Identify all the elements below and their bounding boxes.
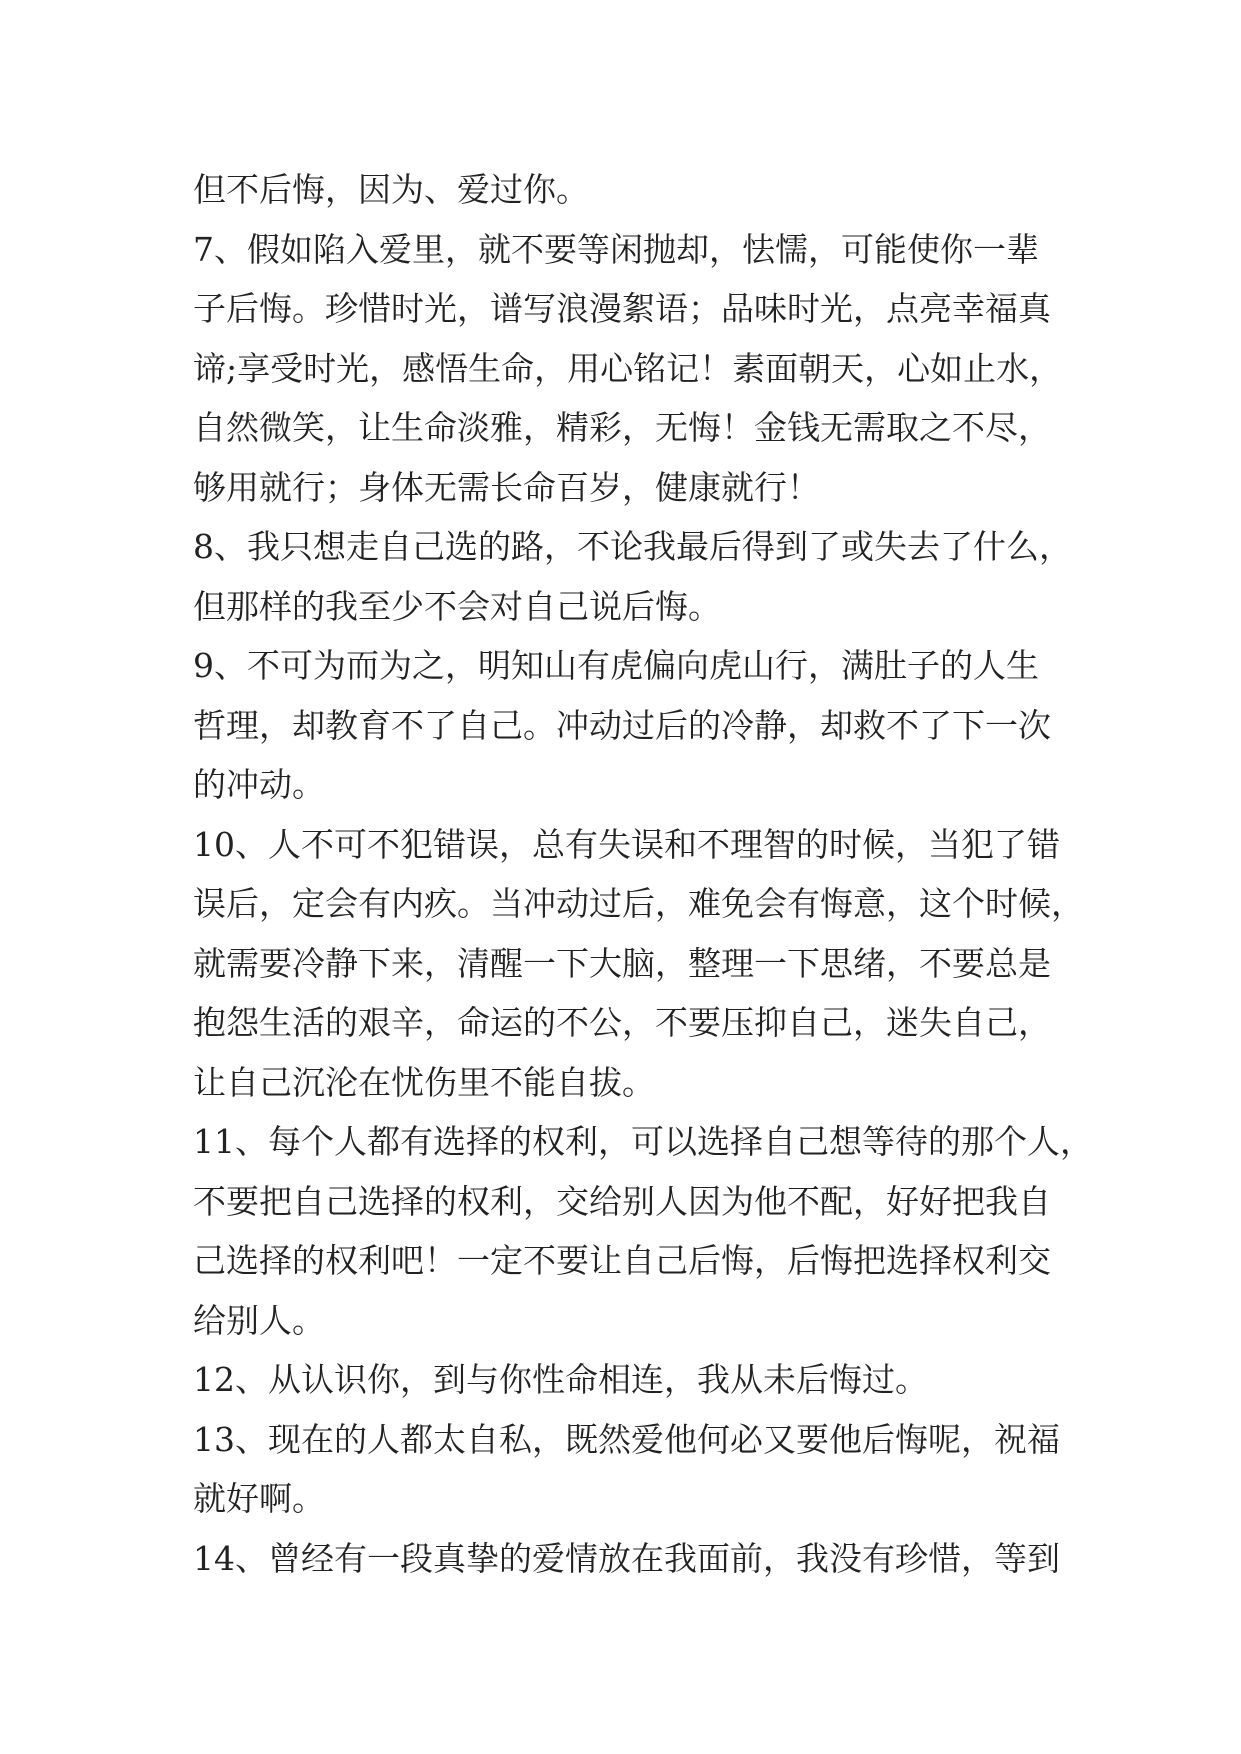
text-line: 给别人。 — [193, 1300, 325, 1340]
text-line: 11、每个人都有选择的权利，可以选择自己想等待的那个人， — [193, 1122, 1093, 1161]
text-line: 不要把自己选择的权利，交给别人因为他不配，好好把我自 — [193, 1181, 1051, 1221]
text-line: 7、假如陷入爱里，就不要等闲抛却，怯懦，可能使你一辈 — [193, 229, 1039, 269]
text-line: 抱怨生活的艰辛，命运的不公，不要压抑自己，迷失自己， — [193, 1003, 1051, 1042]
text-line: 13、现在的人都太自私，既然爱他何必又要他后悔呢，祝福 — [193, 1419, 1060, 1459]
text-line: 14、曾经有一段真挚的爱情放在我面前，我没有珍惜，等到 — [193, 1538, 1060, 1578]
text-line: 哲理，却教育不了自己。冲动过后的冷静，却救不了下一次 — [193, 705, 1051, 745]
text-line: 12、从认识你，到与你性命相连，我从未后悔过。 — [193, 1360, 928, 1399]
text-line: 8、我只想走自己选的路，不论我最后得到了或失去了什么， — [193, 527, 1072, 566]
text-line: 自然微笑，让生命淡雅，精彩，无悔！金钱无需取之不尽， — [193, 408, 1051, 447]
text-line: 子后悔。珍惜时光，谱写浪漫絮语；品味时光，点亮幸福真 — [193, 289, 1051, 328]
text-line: 让自己沉沦在忧伤里不能自拔。 — [193, 1062, 655, 1102]
text-line: 够用就行；身体无需长命百岁，健康就行！ — [193, 467, 820, 507]
text-line: 己选择的权利吧！一定不要让自己后悔，后悔把选择权利交 — [193, 1241, 1051, 1280]
text-line: 的冲动。 — [193, 765, 325, 804]
text-line: 误后，定会有内疚。当冲动过后，难免会有悔意，这个时候， — [193, 884, 1084, 923]
text-line: 就好啊。 — [193, 1479, 325, 1518]
body-text — [193, 160, 1093, 1588]
text-line: 但那样的我至少不会对自己说后悔。 — [193, 586, 721, 626]
text-line: 谛;享受时光，感悟生命，用心铭记！素面朝天，心如止水， — [193, 348, 1063, 388]
text-line: 10、人不可不犯错误，总有失误和不理智的时候，当犯了错 — [193, 824, 1060, 864]
text-line: 就需要冷静下来，清醒一下大脑，整理一下思绪，不要总是 — [193, 943, 1051, 983]
text-line: 9、不可为而为之，明知山有虎偏向虎山行，满肚子的人生 — [193, 646, 1039, 685]
text-line: 但不后悔，因为、爱过你。 — [193, 170, 589, 209]
